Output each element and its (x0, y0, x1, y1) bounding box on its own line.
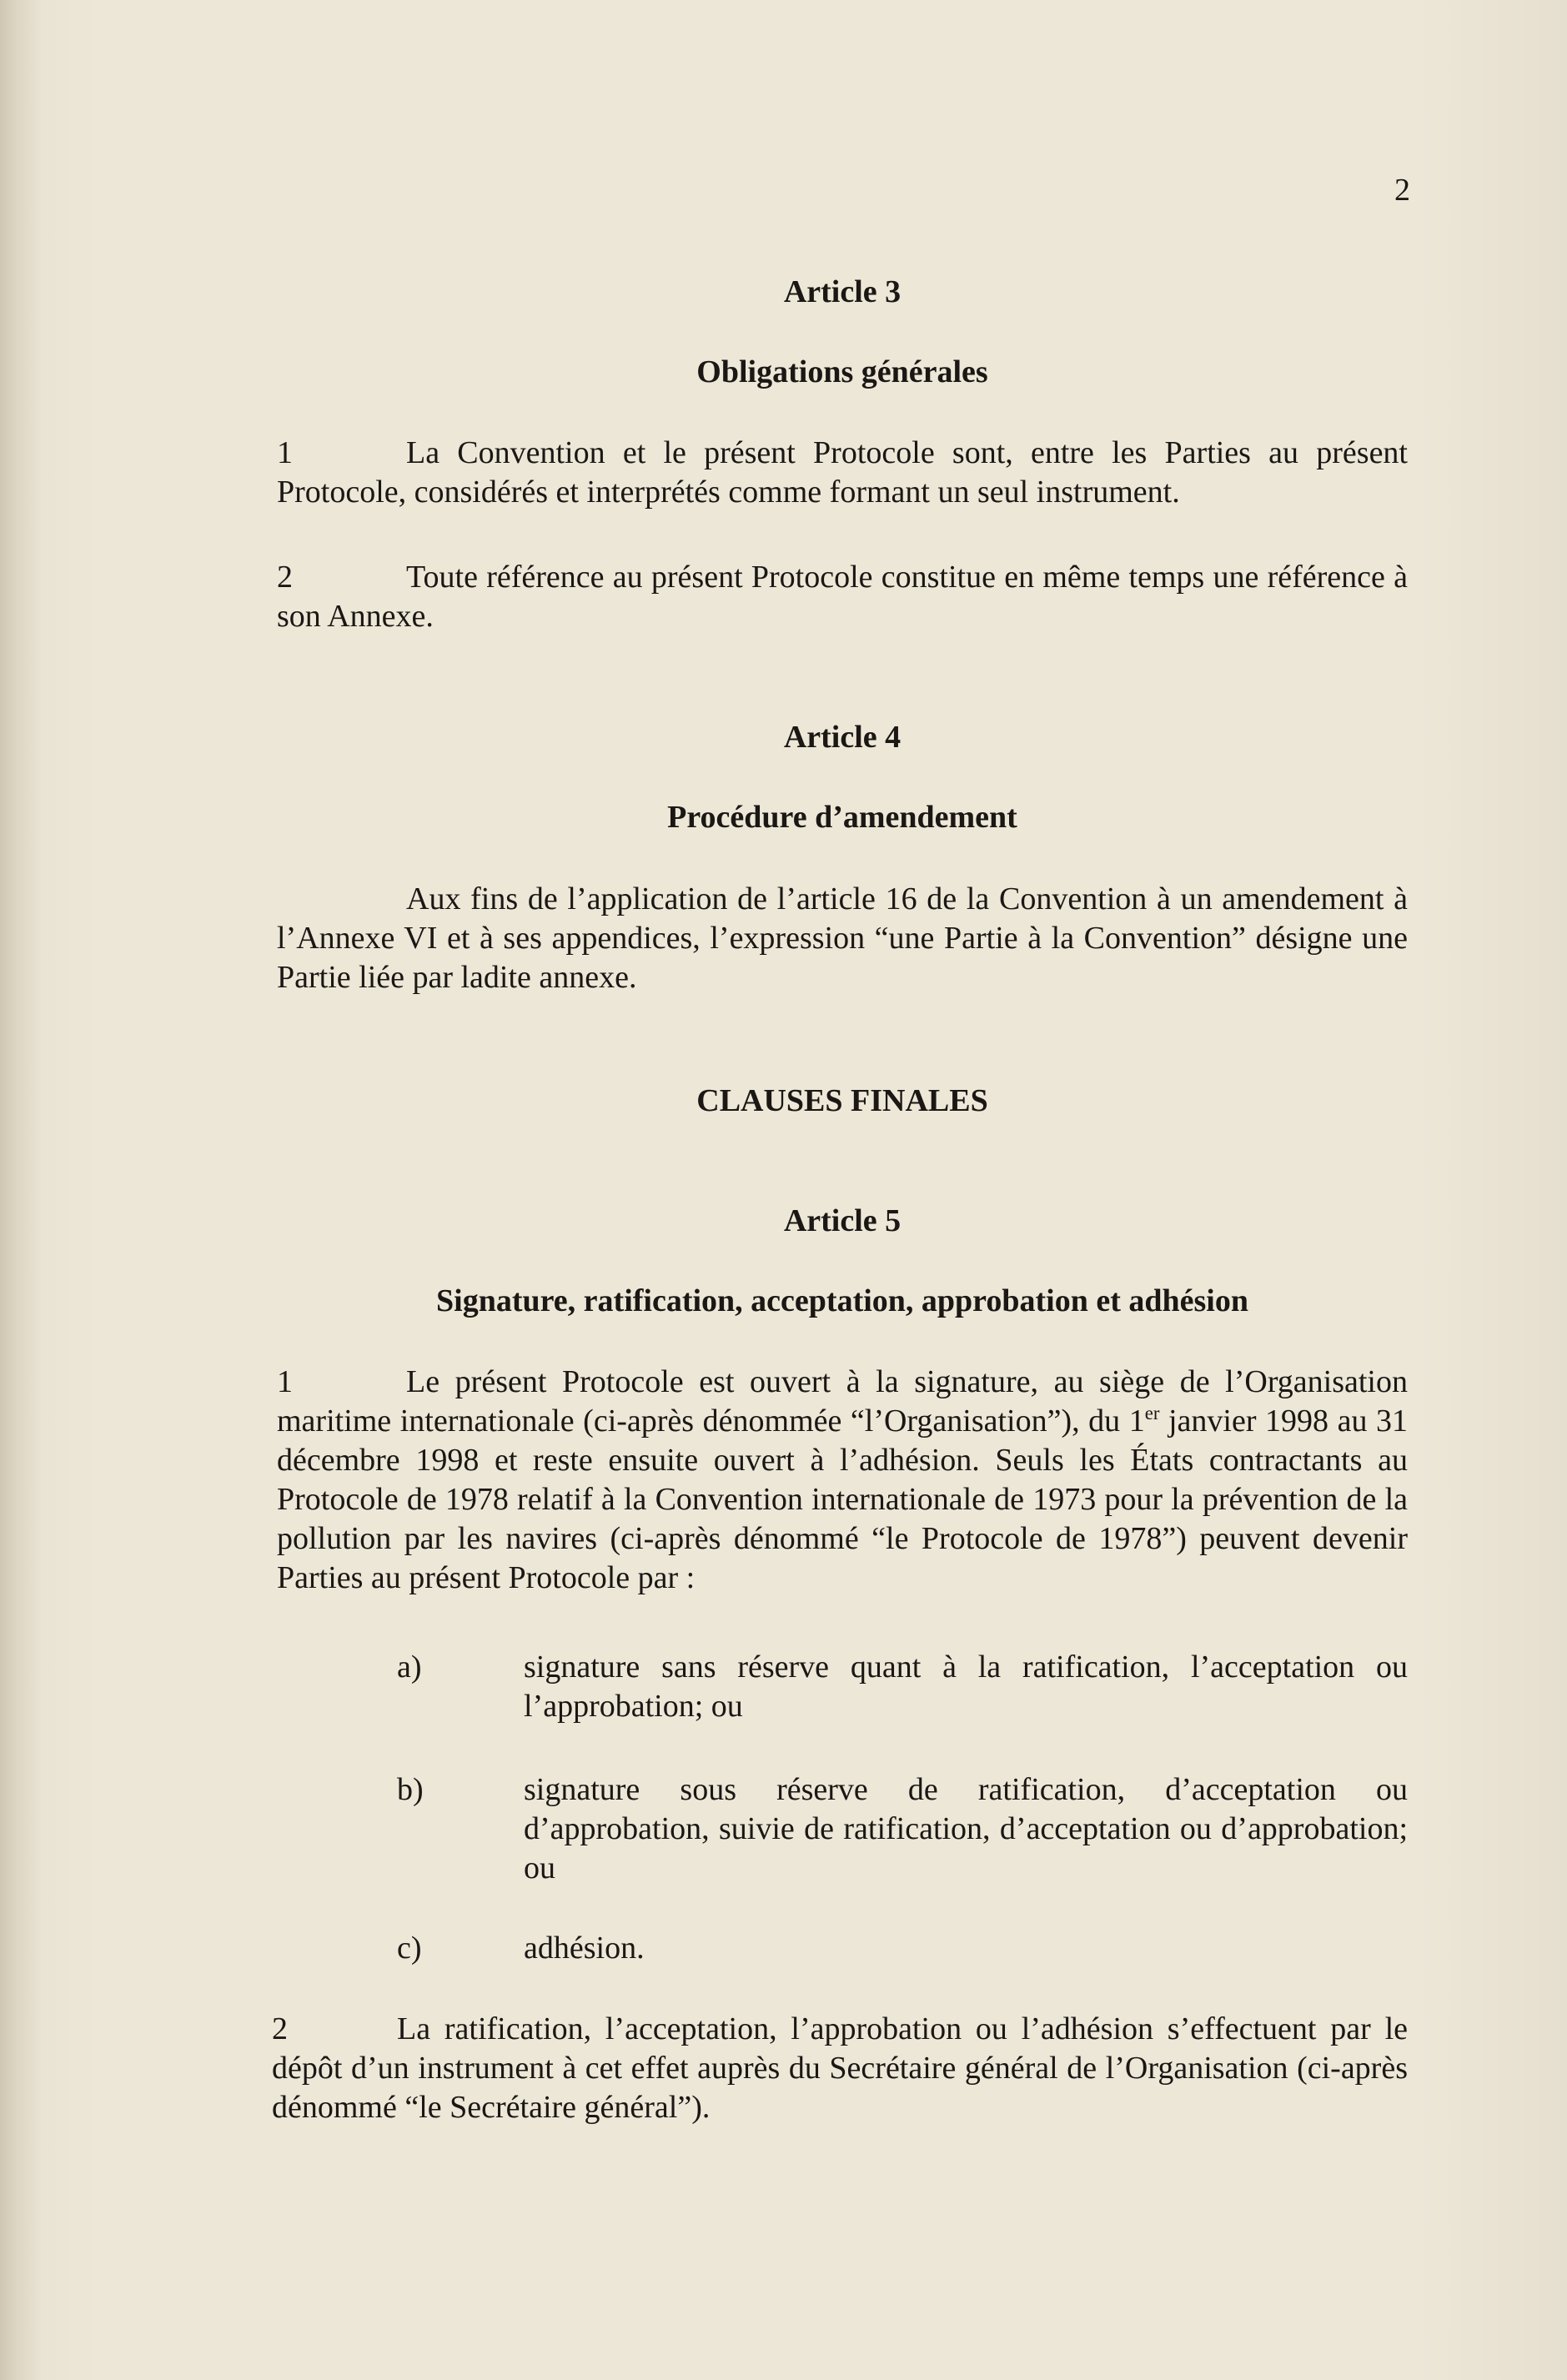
list-text: signature sous réserve de ratification, d’acceptation ou d’approbation, suivie de ratification, d’acceptation ou d’approbation; ou (524, 1772, 1408, 1885)
paragraph-number: 1 (277, 435, 293, 470)
list-text: adhésion. (524, 1931, 645, 1966)
article-5-paragraph-1 (277, 1363, 1408, 1598)
article-5-paragraph-2 (272, 2010, 1408, 2127)
final-clauses-heading: CLAUSES FINALES (696, 1083, 988, 1118)
article-5-heading: Article 5 (783, 1203, 902, 1238)
article-4-paragraph: Aux fins de l’application de l’article 16 de la Convention à un amendement à l’Annexe VI et à ses appendices, l’expression “une Partie à la Convention” désigne une Partie liée par ladite annexe. (277, 881, 1408, 995)
paragraph-number: 2 (277, 560, 293, 595)
article-3-title: Obligations générales (696, 354, 988, 389)
binding-edge (0, 0, 42, 2380)
list-label: a) (397, 1649, 422, 1685)
paragraph-number: 2 (272, 2011, 288, 2046)
paragraph-text-part-2: janvier 1998 au 31 décembre 1998 et reste ensuite ouvert à l’adhésion. Seuls les États contractants au Protocole de 1978 relatif à la Convention internationale de 1973 pour la prévention de la pollution par les navires (ci-après dénommé “le Protocole de 1978”) peuvent devenir Parties au présent Protocole par : (277, 1403, 1409, 1595)
paragraph-text: Toute référence au présent Protocole constitue en même temps une référence à son Annexe. (277, 560, 1408, 634)
paragraph-number: 1 (277, 1364, 293, 1399)
page-number: 2 (1394, 173, 1410, 208)
paragraph-text: La ratification, l’acceptation, l’approbation ou l’adhésion s’effectuent par le dépôt d’un instrument à cet effet auprès du Secrétaire général de l’Organisation (ci-après dénommé “le Secrétaire général”). (272, 2011, 1408, 2125)
article-3-paragraph-2 (277, 558, 1408, 636)
paragraph-text-part-1: Le présent Protocole est ouvert à la signature, au siège de l’Organisation maritime internationale (ci-après dénommée “l’Organisation”), du 1 (277, 1364, 1408, 1439)
list-label: c) (397, 1931, 422, 1966)
article-4-heading: Article 4 (783, 720, 902, 755)
article-3-paragraph-1 (277, 434, 1408, 512)
article-5-title: Signature, ratification, acceptation, approbation et adhésion (436, 1283, 1248, 1318)
ordinal-superscript: er (1144, 1403, 1160, 1423)
list-label: b) (397, 1772, 424, 1807)
article-3-heading: Article 3 (783, 274, 902, 309)
list-text: signature sans réserve quant à la ratification, l’acceptation ou l’approbation; ou (524, 1649, 1408, 1724)
article-4-title: Procédure d’amendement (667, 800, 1017, 835)
paragraph-text: La Convention et le présent Protocole sont, entre les Parties au présent Protocole, considérés et interprétés comme formant un seul instrument. (277, 435, 1408, 510)
